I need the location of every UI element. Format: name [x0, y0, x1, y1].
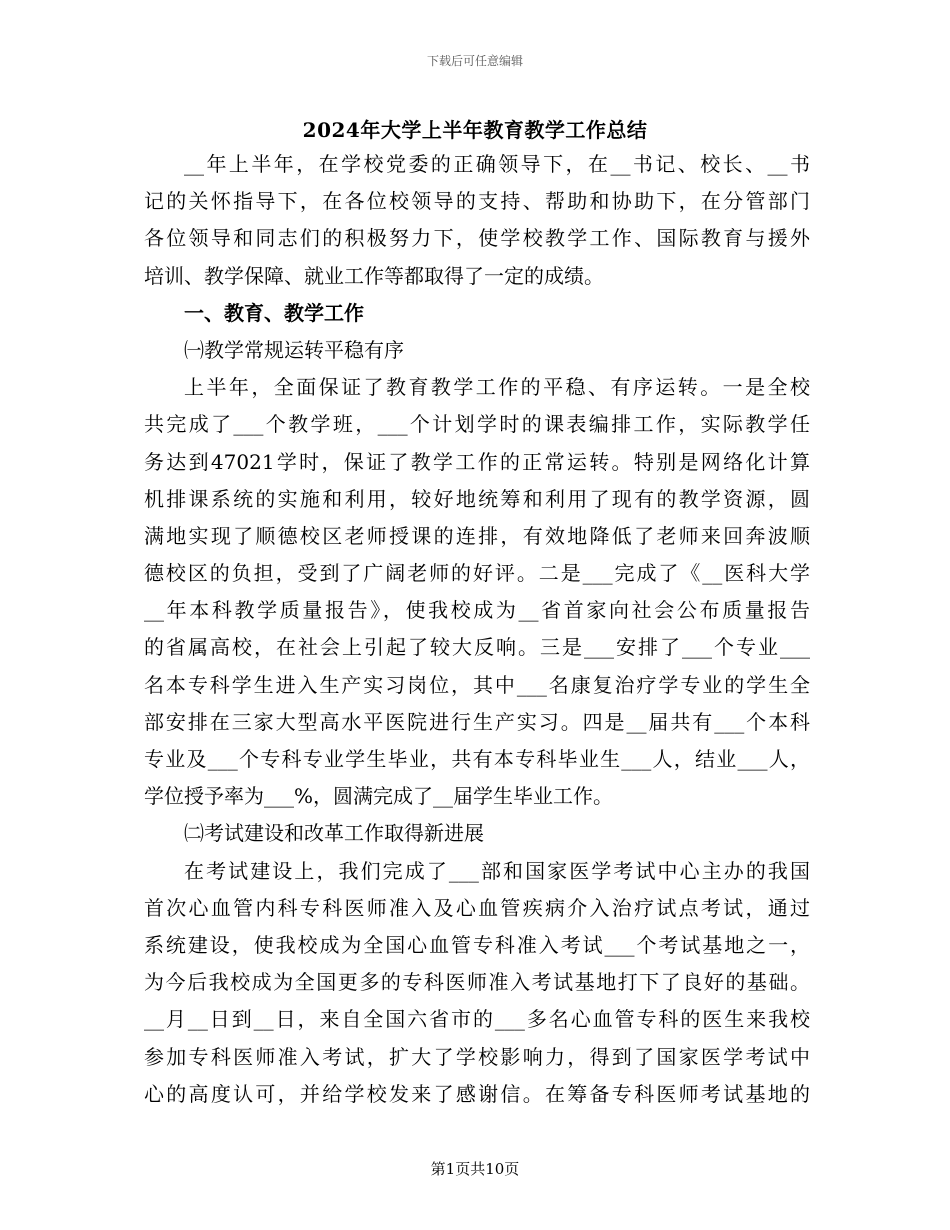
paragraph-line: 部安排在三家大型高水平医院进行生产实习。四是__届共有___个本科: [144, 709, 810, 734]
paragraph-line: 专业及___个专科专业学生毕业，共有本专科毕业生___人，结业___人，: [144, 747, 810, 771]
paragraph-line: 名本专科学生进入生产实习岗位，其中___名康复治疗学专业的学生全: [144, 672, 810, 697]
paragraph-line: 系统建设，使我校成为全国心血管专科准入考试___个考试基地之一，: [144, 932, 810, 957]
paragraph-line: __月__日到__日，来自全国六省市的___多名心血管专科的医生来我校: [144, 1007, 810, 1032]
page-indicator: 第1页共10页: [430, 1160, 520, 1178]
paragraph-line: 务达到47021学时，保证了教学工作的正常运转。特别是网络化计算: [144, 449, 810, 474]
paragraph-line: 为今后我校成为全国更多的专科医师准入考试基地打下了良好的基础。: [144, 970, 810, 995]
paragraph-line: 培训、教学保障、就业工作等都取得了一定的成绩。: [144, 263, 604, 288]
paragraph-line: 上半年，全面保证了教育教学工作的平稳、有序运转。一是全校: [184, 375, 810, 400]
paragraph-line: 首次心血管内科专科医师准入及心血管疾病介入治疗试点考试，通过: [144, 895, 810, 920]
paragraph-line: 各位领导和同志们的积极努力下，使学校教学工作、国际教育与援外: [144, 226, 810, 251]
paragraph-line: 满地实现了顺德校区老师授课的连排，有效地降低了老师来回奔波顺: [144, 523, 810, 548]
paragraph-line: 学位授予率为___%，圆满完成了__届学生毕业工作。: [144, 784, 614, 809]
subsection-heading: ㈡考试建设和改革工作取得新进展: [184, 821, 484, 846]
document-title: 2024年大学上半年教育教学工作总结: [302, 118, 648, 142]
document-body: [144, 146, 810, 1113]
paragraph-line: 在考试建设上，我们完成了___部和国家医学考试中心主办的我国: [184, 858, 810, 883]
paragraph-line: __年本科教学质量报告》，使我校成为__省首家向社会公布质量报告: [144, 598, 810, 623]
subsection-heading: ㈠教学常规运转平稳有序: [184, 337, 404, 362]
paragraph-line: 共完成了___个教学班，___个计划学时的课表编排工作，实际教学任: [144, 412, 810, 437]
paragraph-line: __年上半年，在学校党委的正确领导下，在__书记、校长、__书: [184, 152, 810, 176]
paragraph-line: 德校区的负担，受到了广阔老师的好评。二是___完成了《__医科大学: [144, 561, 810, 586]
section-heading: 一、教育、教学工作: [184, 300, 364, 325]
paragraph-line: 心的高度认可，并给学校发来了感谢信。在筹备专科医师考试基地的: [144, 1081, 810, 1106]
paragraph-line: 机排课系统的实施和利用，较好地统筹和利用了现有的教学资源，圆: [144, 486, 810, 511]
paragraph-line: 参加专科医师准入考试，扩大了学校影响力，得到了国家医学考试中: [144, 1044, 810, 1069]
paragraph-line: 记的关怀指导下，在各位校领导的支持、帮助和协助下，在分管部门: [144, 189, 810, 214]
header-note: 下载后可任意编辑: [426, 54, 523, 68]
paragraph-line: 的省属高校，在社会上引起了较大反响。三是___安排了___个专业___: [144, 635, 810, 660]
